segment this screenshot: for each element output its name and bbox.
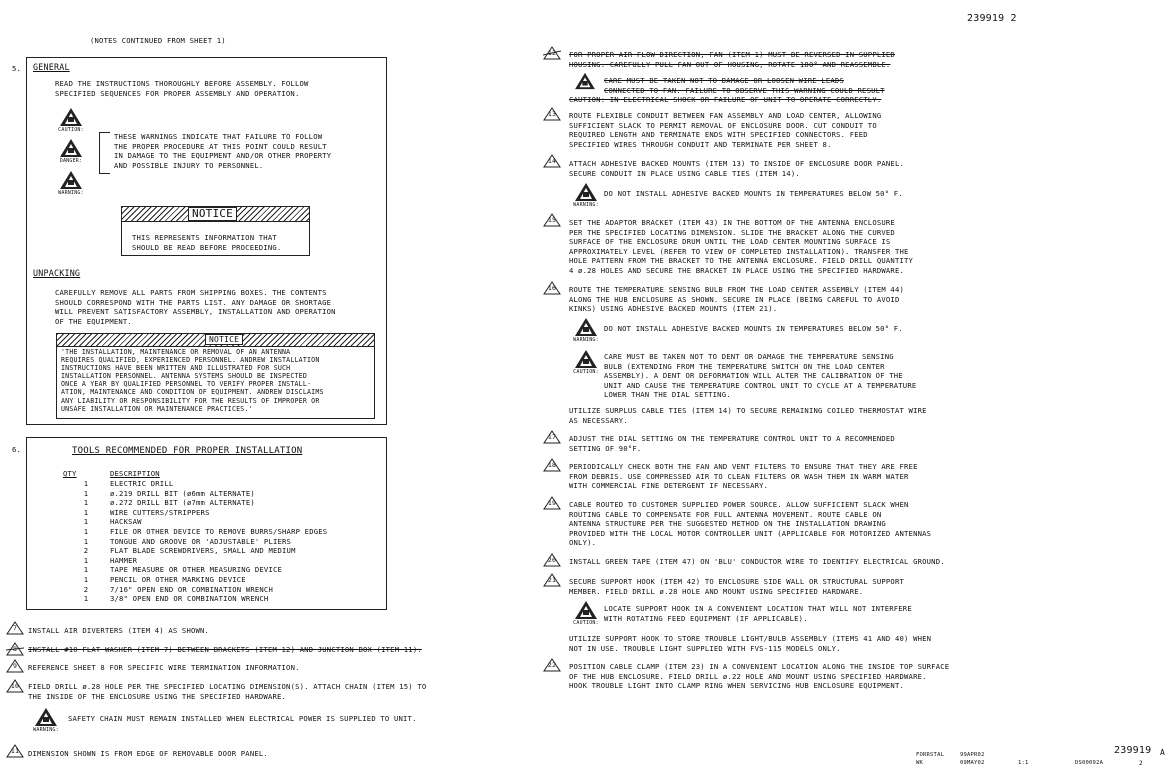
step-16-warning-icon: WARNING: bbox=[571, 317, 601, 345]
step-10-text: FIELD DRILL ø.28 HOLE PER THE SPECIFIED LOCATING DIMENSION(S). ATTACH CHAIN (ITEM 15) TO THE INSIDE OF THE ENCLOSURE USING THE SPECIFIED HARDWARE. bbox=[28, 682, 427, 701]
step-17-marker: 17 bbox=[543, 430, 561, 444]
step-16-tail: UTILIZE SURPLUS CABLE TIES (ITEM 14) TO SECURE REMAINING COILED THERMOSTAT WIRE AS NECESSARY. bbox=[569, 406, 927, 425]
step-21-tail: UTILIZE SUPPORT HOOK TO STORE TROUBLE LIGHT/BULB ASSEMBLY (ITEMS 41 AND 40) WHEN NOT IN USE. TROUBLE LIGHT SUPPLIED WITH FVS-115 MODELS ONLY. bbox=[569, 634, 932, 653]
step-16-marker: 16 bbox=[543, 281, 561, 295]
icons-bracket bbox=[99, 132, 110, 174]
general-intro: READ THE INSTRUCTIONS THOROUGHLY BEFORE ASSEMBLY. FOLLOW SPECIFIED SEQUENCES FOR PROPER ASSEMBLY AND OPERATION. bbox=[55, 79, 309, 98]
tool-qty: 1 bbox=[83, 498, 89, 508]
tool-qty: 1 bbox=[83, 565, 89, 575]
step-17-text: ADJUST THE DIAL SETTING ON THE TEMPERATURE CONTROL UNIT TO A RECOMMENDED SETTING OF 90°F. bbox=[569, 434, 895, 453]
tool-description: TAPE MEASURE OR OTHER MEASURING DEVICE bbox=[110, 565, 283, 575]
step-21-marker: 21 bbox=[543, 573, 561, 587]
title-initials: WK bbox=[916, 760, 924, 766]
unpacking-title: UNPACKING bbox=[33, 268, 81, 278]
tool-row bbox=[62, 585, 273, 595]
step-16-text: ROUTE THE TEMPERATURE SENSING BULB FROM THE LOAD CENTER ASSEMBLY (ITEM 44) ALONG THE HUB ENCLOSURE AS SHOWN. SECURE IN PLACE (BEING CAREFUL TO AVOID KINKS) USING ADHESIVE BACKED MOUNTS (ITEM 21). bbox=[569, 285, 905, 314]
tool-description: HAMMER bbox=[110, 555, 138, 565]
step-15-text: SET THE ADAPTOR BRACKET (ITEM 43) IN THE BOTTOM OF THE ANTENNA ENCLOSURE PER THE SPECIFIED LOCATING DIMENSION. SLIDE THE BRACKET ALONG THE CURVED SURFACE OF THE ENCLOSURE DRUM UNTIL THE LOAD CENTER MOUNTING SURFACE IS APPROXIMATELY LEVEL (REFER TO VIEW OF COMPLETED INSTALLATION). TRANSFER THE HOLE PATTERN FROM THE BRACKET TO THE ANTENNA ENCLOSURE. FIELD DRILL QUANTITY 4 ø.28 HOLES AND SECURE THE BRACKET IN PLACE USING THE SPECIFIED HARDWARE. bbox=[569, 218, 914, 275]
step-14-warning-icon: WARNING: bbox=[571, 182, 601, 210]
title-sheet: 2 bbox=[1139, 760, 1143, 767]
tool-qty: 1 bbox=[83, 594, 89, 604]
tool-description: WIRE CUTTERS/STRIPPERS bbox=[110, 507, 210, 517]
tool-qty: 1 bbox=[83, 575, 89, 584]
step-16-caution-icon: CAUTION: bbox=[571, 349, 601, 377]
caution-icon bbox=[56, 107, 86, 135]
tool-description: TONGUE AND GROOVE OR 'ADJUSTABLE' PLIERS bbox=[110, 536, 292, 546]
caution-icon-label: CAUTION: bbox=[58, 127, 84, 133]
step-14-marker: 14 bbox=[543, 154, 561, 168]
step-16-caution-text: CARE MUST BE TAKEN NOT TO DENT OR DAMAGE THE TEMPERATURE SENSING BULB (EXTENDING FROM THE TEMPERATURE SWITCH ON THE LOAD CENTER ASSEMBLY). A DENT OR DEFORMATION WILL ALTER THE CALIBRATION OF THE UNIT AND CAUSE THE TEMPERATURE CONTROL UNIT TO CYCLE AT A TEMPERATURE LOWER THAN THE DIAL SETTING. bbox=[604, 352, 917, 400]
step-16-warning-text: DO NOT INSTALL ADHESIVE BACKED MOUNTS IN TEMPERATURES BELOW 50° F. bbox=[604, 324, 903, 333]
sheet-number-label: 239919 2 bbox=[967, 13, 1017, 24]
tool-row bbox=[62, 565, 282, 575]
tool-description: FLAT BLADE SCREWDRIVERS, SMALL AND MEDIUM bbox=[110, 546, 296, 556]
notice-label: NOTICE bbox=[188, 207, 237, 221]
danger-icon bbox=[56, 138, 86, 166]
step-7-text: INSTALL AIR DIVERTERS (ITEM 4) AS SHOWN. bbox=[28, 626, 210, 635]
step-10-warning-icon: WARNING: bbox=[31, 707, 61, 735]
tool-qty: 1 bbox=[83, 488, 89, 498]
step-10-warning-text: SAFETY CHAIN MUST REMAIN INSTALLED WHEN ELECTRICAL POWER IS SUPPLIED TO UNIT. bbox=[68, 714, 417, 723]
step-12-caution-icon bbox=[570, 72, 600, 92]
tool-description: ø.272 DRILL BIT (ø7mm ALTERNATE) bbox=[110, 498, 255, 508]
tool-row bbox=[62, 546, 296, 556]
tool-description: ELECTRIC DRILL bbox=[110, 479, 174, 488]
step-7-marker: 7 bbox=[6, 621, 24, 635]
step-11-text: DIMENSION SHOWN IS FROM EDGE OF REMOVABLE DOOR PANEL. bbox=[28, 749, 268, 758]
tool-row bbox=[62, 537, 291, 547]
step-9-marker: 9 bbox=[6, 659, 24, 673]
step-18-marker: 18 bbox=[543, 458, 561, 472]
title-date-1: 99APR02 bbox=[960, 752, 985, 758]
warning-icon-label: WARNING: bbox=[58, 190, 84, 196]
tool-description: 3/8" OPEN END OR COMBINATION WRENCH bbox=[110, 594, 269, 604]
tool-qty: 1 bbox=[83, 507, 89, 517]
general-title: GENERAL bbox=[33, 62, 70, 72]
tool-qty: 1 bbox=[83, 527, 89, 536]
step-15-marker: 15 bbox=[543, 213, 561, 227]
tools-qty-header: QTY bbox=[63, 469, 77, 478]
step-21-caution-icon: CAUTION: bbox=[571, 600, 601, 628]
tool-qty: 1 bbox=[83, 517, 89, 527]
tool-qty: 2 bbox=[83, 584, 89, 594]
unpacking-notice-label: NOTICE bbox=[205, 334, 243, 345]
tool-row bbox=[62, 517, 142, 527]
step-12-marker: 12 bbox=[543, 46, 561, 60]
tools-number: 6. bbox=[12, 445, 22, 454]
step-12-text: FOR PROPER AIR FLOW DIRECTION, FAN (ITEM 1) MUST BE REVERSED IN SUPPLIED HOUSING. CAREFULLY PULL FAN OUT OF HOUSING, ROTATE 180° AND REASSEMBLE. bbox=[569, 50, 895, 69]
tools-title: TOOLS RECOMMENDED FOR PROPER INSTALLATION bbox=[72, 446, 303, 456]
step-12-caution-tail: CAUTION: IN ELECTRICAL SHOCK OR FAILURE OF UNIT TO OPERATE CORRECTLY. bbox=[569, 95, 882, 104]
title-revision: A bbox=[1160, 748, 1166, 757]
step-8-marker: 8 bbox=[6, 642, 24, 656]
step-20-marker: 20 bbox=[543, 553, 561, 567]
tool-description: ø.219 DRILL BIT (ø6mm ALTERNATE) bbox=[110, 488, 255, 498]
danger-icon-label: DANGER: bbox=[59, 158, 83, 164]
notes-continued: (NOTES CONTINUED FROM SHEET 1) bbox=[90, 36, 226, 45]
unpacking-text: CAREFULLY REMOVE ALL PARTS FROM SHIPPING BOXES. THE CONTENTS SHOULD CORRESPOND WITH THE PARTS LIST. ANY DAMAGE OR SHORTAGE WILL PREVENT SATISFACTORY ASSEMBLY, INSTALLATION AND OPERATION OF THE EQUIPMENT. bbox=[55, 288, 336, 326]
step-12-caution: CARE MUST BE TAKEN NOT TO DAMAGE OR LOOSEN WIRE LEADS CONNECTED TO FAN. FAILURE TO OBSERVE THIS WARNING COULD RESULT bbox=[604, 76, 885, 95]
tools-desc-header: DESCRIPTION bbox=[110, 469, 160, 478]
step-20-text: INSTALL GREEN TAPE (ITEM 47) ON 'BLU' CONDUCTOR WIRE TO IDENTIFY ELECTRICAL GROUND. bbox=[569, 557, 945, 566]
tool-qty: 1 bbox=[83, 555, 89, 565]
step-14-text: ATTACH ADHESIVE BACKED MOUNTS (ITEM 13) TO INSIDE OF ENCLOSURE DOOR PANEL. SECURE CONDUIT IN PLACE USING CABLE TIES (ITEM 14). bbox=[569, 159, 905, 178]
step-9-text: REFERENCE SHEET 8 FOR SPECIFIC WIRE TERMINATION INFORMATION. bbox=[28, 663, 300, 672]
tool-row bbox=[62, 508, 210, 518]
tool-row bbox=[62, 575, 246, 585]
step-10-marker: 10 bbox=[6, 679, 24, 693]
tool-row bbox=[62, 479, 173, 489]
title-doc-code: DS00092A bbox=[1075, 760, 1104, 766]
title-drawn-by: FORRSTAL bbox=[916, 752, 945, 758]
warning-icon bbox=[56, 170, 86, 198]
tool-description: PENCIL OR OTHER MARKING DEVICE bbox=[110, 575, 246, 584]
tool-row bbox=[62, 527, 327, 537]
tool-row bbox=[62, 489, 255, 499]
step-19-text: CABLE ROUTED TO CUSTOMER SUPPLIED POWER SOURCE. ALLOW SUFFICIENT SLACK WHEN ROUTING CABLE TO COMPENSATE FOR FULL ANTENNA MOVEMENT. ROUTE CABLE ON ANTENNA STRUCTURE PER THE SUGGESTED METHOD ON THE INSTALLATION DRAWING PROVIDED WITH THE LOCAL MOTOR CONTROLLER UNIT (APPLICABLE FOR MOTORIZED ANTENNAS ONLY). bbox=[569, 500, 932, 548]
step-22-marker: 22 bbox=[543, 658, 561, 672]
tool-row bbox=[62, 556, 137, 566]
tool-description: HACKSAW bbox=[110, 517, 142, 527]
tool-qty: 2 bbox=[83, 546, 89, 556]
tool-qty: 1 bbox=[83, 479, 89, 488]
step-8-text: INSTALL #10 FLAT WASHER (ITEM 7) BETWEEN BRACKETS (ITEM 12) AND JUNCTION BOX (ITEM 11). bbox=[28, 645, 422, 654]
unpacking-notice-text: 'THE INSTALLATION, MAINTENANCE OR REMOVAL OF AN ANTENNA REQUIRES QUALIFIED, EXPERIENCED PERSONNEL. ANDREW INSTALLATION INSTRUCTIONS HAVE BEEN WRITTEN AND ILLUSTRATED FOR SUCH INSTALLATION PERSONNEL. ANTENNA SYSTEMS SHOULD BE INSPECTED ONCE A YEAR BY QUALIFIED PERSONNEL TO VERIFY PROPER INSTALL- ATION, MAINTENANCE AND CONDITION OF EQUIPMENT. ANDREW DISCLAIMS ANY LIABILITY OR RESPONSIBILITY FOR THE RESULTS OF IMPROPER OR UNSAFE INSTALLATION OR MAINTENANCE PRACTICES.' bbox=[61, 348, 324, 413]
step-14-warning-text: DO NOT INSTALL ADHESIVE BACKED MOUNTS IN TEMPERATURES BELOW 50° F. bbox=[604, 189, 903, 198]
step-18-text: PERIODICALLY CHECK BOTH THE FAN AND VENT FILTERS TO ENSURE THAT THEY ARE FREE FROM DEBRIS. USE COMPRESSED AIR TO CLEAN FILTERS OR WASH THEM IN WARM WATER WITH COMMERCIAL FINE DETERGENT IF NECESSARY. bbox=[569, 462, 918, 491]
title-date-2: 09MAY02 bbox=[960, 760, 985, 766]
tool-description: 7/16" OPEN END OR COMBINATION WRENCH bbox=[110, 584, 273, 594]
step-21-caution-text: LOCATE SUPPORT HOOK IN A CONVENIENT LOCATION THAT WILL NOT INTERFERE WITH ROTATING FEED EQUIPMENT (IF APPLICABLE). bbox=[604, 604, 912, 623]
notice-text: THIS REPRESENTS INFORMATION THAT SHOULD BE READ BEFORE PROCEEDING. bbox=[132, 233, 282, 252]
step-11-marker: 11 bbox=[6, 744, 24, 758]
title-drawing-number: 239919 bbox=[1114, 745, 1152, 756]
title-scale: 1:1 bbox=[1018, 760, 1029, 766]
tool-qty: 1 bbox=[83, 536, 89, 546]
step-22-text: POSITION CABLE CLAMP (ITEM 23) IN A CONVENIENT LOCATION ALONG THE INSIDE TOP SURFACE OF THE HUB ENCLOSURE. FIELD DRILL ø.22 HOLE AND MOUNT USING SPECIFIED HARDWARE. HOOK TROUBLE LIGHT INTO CLAMP RING WHEN SERVICING HUB ENCLOSURE EQUIPMENT. bbox=[569, 662, 950, 691]
step-21-text: SECURE SUPPORT HOOK (ITEM 42) TO ENCLOSURE SIDE WALL OR STRUCTURAL SUPPORT MEMBER. FIELD DRILL ø.28 HOLE AND MOUNT USING SPECIFIED HARDWARE. bbox=[569, 577, 905, 596]
general-number: 5. bbox=[12, 64, 22, 73]
tool-row bbox=[62, 594, 268, 604]
step-13-marker: 13 bbox=[543, 107, 561, 121]
step-13-text: ROUTE FLEXIBLE CONDUIT BETWEEN FAN ASSEMBLY AND LOAD CENTER, ALLOWING SUFFICIENT SLACK TO PERMIT REMOVAL OF ENCLOSURE DOOR. CUT CONDUIT TO REQUIRED LENGTH AND TERMINATE ENDS WITH SPECIFIED CONNECTORS. FEED SPECIFIED WIRES THROUGH CONDUIT AND TERMINATE PER SHEET 8. bbox=[569, 111, 882, 149]
tool-row bbox=[62, 498, 255, 508]
general-warnings-text: THESE WARNINGS INDICATE THAT FAILURE TO FOLLOW THE PROPER PROCEDURE AT THIS POINT COULD RESULT IN DAMAGE TO THE EQUIPMENT AND/OR OTHER PROPERTY AND POSSIBLE INJURY TO PERSONNEL. bbox=[114, 132, 332, 170]
tool-description: FILE OR OTHER DEVICE TO REMOVE BURRS/SHARP EDGES bbox=[110, 527, 328, 536]
step-19-marker: 19 bbox=[543, 496, 561, 510]
